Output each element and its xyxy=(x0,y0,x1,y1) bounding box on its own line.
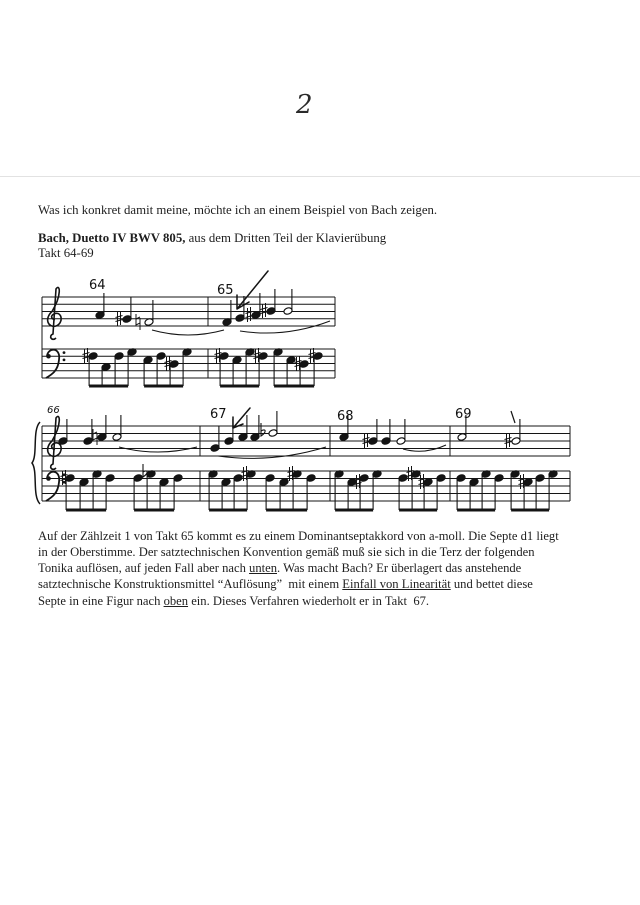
measure-number-67: 67 xyxy=(210,407,227,422)
sharp-sign-icon xyxy=(83,348,90,363)
bass-clef-dot xyxy=(46,354,51,359)
example-bars: Takt 64-69 xyxy=(38,246,94,260)
measure-number-69: 69 xyxy=(455,407,472,422)
paragraph-text: . Was macht Bach? Er überlagert das anstehende xyxy=(277,561,522,575)
paragraph-line-2 xyxy=(38,544,535,560)
page-number: 2 xyxy=(296,90,313,120)
slur xyxy=(119,447,197,452)
sharp-sign-icon xyxy=(261,303,268,318)
flat-sign-icon xyxy=(261,423,265,436)
measure-number-66: 66 xyxy=(47,405,60,416)
bass-clef-dot xyxy=(63,358,66,361)
underlined-word-unten: unten xyxy=(249,561,278,575)
paragraph-text: Tonika auflösen, auf jeden Fall aber nach xyxy=(38,561,250,575)
slur xyxy=(152,330,224,335)
paragraph-line-4 xyxy=(38,576,533,592)
slur xyxy=(240,321,330,333)
measure-number-65: 65 xyxy=(217,283,234,298)
paragraph-text: Septe in eine Figur nach xyxy=(38,594,164,608)
paragraph-line-3 xyxy=(38,560,521,576)
measure-number-64: 64 xyxy=(89,278,106,293)
sharp-sign-icon xyxy=(363,433,370,448)
paragraph-line-1 xyxy=(38,528,559,544)
underlined-word-oben: oben xyxy=(163,594,189,608)
paragraph-line-5 xyxy=(38,593,429,609)
measure-number-68: 68 xyxy=(337,409,354,424)
sharp-sign-icon xyxy=(246,307,253,322)
treble-clef-icon xyxy=(48,287,62,339)
paragraph-text: satztechnische Konstruktionsmittel “Auflösung” mit einem xyxy=(38,577,343,591)
system-brace xyxy=(32,422,40,504)
natural-sign-icon xyxy=(93,429,97,445)
paragraph-text: und bettet diese xyxy=(450,577,533,591)
intro-sentence: Was ich konkret damit meine, möchte ich an einem Beispiel von Bach zeigen. xyxy=(38,203,438,217)
natural-sign-icon xyxy=(136,314,140,330)
handwritten-arrow-icon xyxy=(237,271,268,309)
bass-clef-dot xyxy=(63,481,66,484)
paragraph-text: in der Oberstimme. Der satztechnischen Konvention gemäß muß sie sich in die Terz der folgenden xyxy=(38,545,535,559)
sharp-sign-icon xyxy=(505,433,512,448)
underlined-phrase-linearitaet: Einfall von Linearität xyxy=(342,577,451,591)
paragraph-text: Auf der Zählzeit 1 von Takt 65 kommt es zu einem Dominantseptakkord von a-moll. Die Septe d1 liegt xyxy=(38,529,559,543)
pencil-mark xyxy=(511,411,515,423)
paragraph-text: ein. Dieses Verfahren wiederholt er in Takt 67. xyxy=(188,594,430,608)
example-title-rest: aus dem Dritten Teil der Klavierübung xyxy=(185,231,387,245)
example-title-bold: Bach, Duetto IV BWV 805, xyxy=(38,231,186,245)
bass-clef-dot xyxy=(46,476,51,481)
bass-clef-dot xyxy=(63,351,66,354)
